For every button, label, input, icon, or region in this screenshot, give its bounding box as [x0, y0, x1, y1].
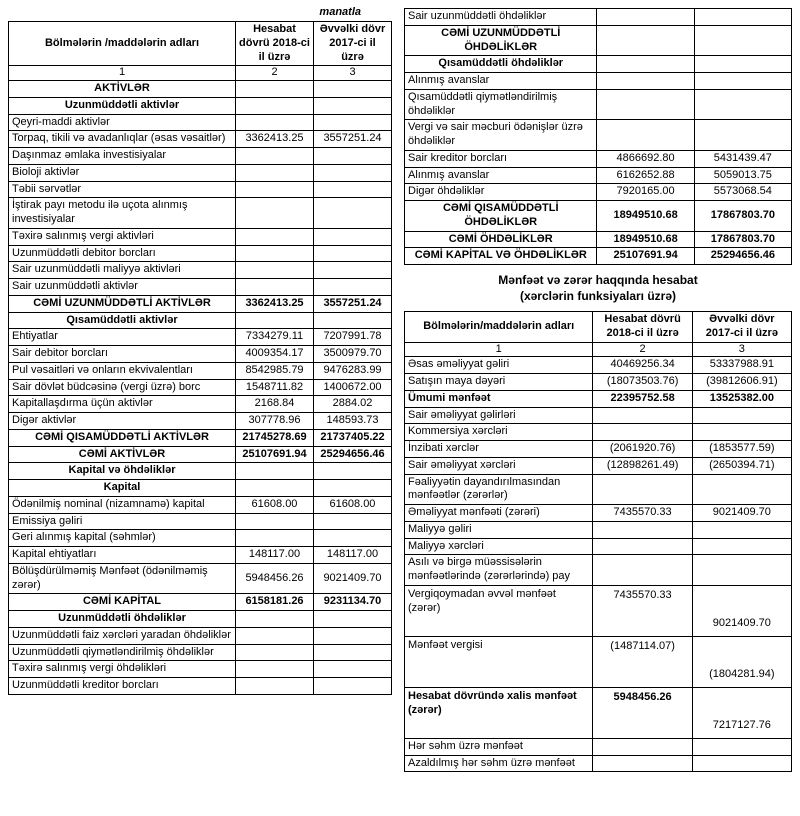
- value-2017: [314, 530, 392, 547]
- value-2018: [593, 407, 692, 424]
- income-statement-title-line1: Mənfəət və zərər haqqında hesabat: [498, 273, 698, 287]
- value-2018: 5948456.26: [593, 687, 692, 738]
- value-2018: 3362413.25: [236, 131, 314, 148]
- table-row: [405, 89, 792, 120]
- income-statement-title: [404, 273, 792, 304]
- row-label: Alınmış avanslar: [405, 167, 597, 184]
- table-row: [405, 738, 792, 755]
- table-row: [9, 97, 392, 114]
- balance-sheet-table-right: [404, 8, 792, 265]
- income-statement-table: [404, 311, 792, 772]
- row-label: Uzunmüddətli kreditor borcları: [9, 678, 236, 695]
- value-2017: [692, 474, 791, 505]
- value-2018: 18949510.68: [597, 231, 694, 248]
- value-2017: 5573068.54: [694, 184, 791, 201]
- value-2017: [694, 56, 791, 73]
- row-label: Sair uzunmüddətli maliyyə aktivləri: [9, 262, 236, 279]
- row-label: Emissiya gəliri: [9, 513, 236, 530]
- value-2018: 7334279.11: [236, 329, 314, 346]
- value-2017: [694, 25, 791, 56]
- income-statement-rows: [405, 357, 792, 772]
- value-2018: 7435570.33: [593, 505, 692, 522]
- table-row: [9, 661, 392, 678]
- value-2017: [694, 73, 791, 90]
- header-row: [405, 312, 792, 343]
- table-row: [9, 329, 392, 346]
- table-row: [9, 547, 392, 564]
- value-2017: 17867803.70: [694, 231, 791, 248]
- balance-sheet-table-left: [8, 21, 392, 695]
- value-2017: 2884.02: [314, 396, 392, 413]
- value-2018: [236, 164, 314, 181]
- value-2018: 7920165.00: [597, 184, 694, 201]
- row-label: Kommersiya xərcləri: [405, 424, 593, 441]
- value-2018: [236, 463, 314, 480]
- value-2018: (2061920.76): [593, 441, 692, 458]
- value-2018: [236, 181, 314, 198]
- row-label: Hesabat dövründə xalis mənfəət (zərər): [405, 687, 593, 738]
- value-2018: [236, 627, 314, 644]
- row-label: İnzibati xərclər: [405, 441, 593, 458]
- row-label: Uzunmüddətli faiz xərcləri yaradan öhdəliklər: [9, 627, 236, 644]
- table-row: [405, 407, 792, 424]
- row-label: Qısamüddətli qiymətləndirilmiş öhdəliklər: [405, 89, 597, 120]
- table-row: [9, 496, 392, 513]
- table-row: [405, 357, 792, 374]
- value-2018: 3362413.25: [236, 295, 314, 312]
- value-2017: 25294656.46: [314, 446, 392, 463]
- value-2018: 25107691.94: [236, 446, 314, 463]
- value-2017: [694, 89, 791, 120]
- value-2018: 61608.00: [236, 496, 314, 513]
- row-label: Pul vəsaitləri və onların ekvivalentları: [9, 362, 236, 379]
- table-row: [9, 429, 392, 446]
- value-2017: [692, 555, 791, 586]
- table-row: [9, 362, 392, 379]
- value-2018: [593, 538, 692, 555]
- row-label: Daşınmaz əmlaka investisiyalar: [9, 148, 236, 165]
- table-row: [9, 678, 392, 695]
- value-2017: [314, 312, 392, 329]
- value-2018: [236, 198, 314, 229]
- table-row: [405, 150, 792, 167]
- row-label: Bioloji aktivlər: [9, 164, 236, 181]
- row-label: Kapital ehtiyatları: [9, 547, 236, 564]
- table-row: [405, 390, 792, 407]
- table-row: [405, 636, 792, 687]
- value-2017: [314, 198, 392, 229]
- value-2017: [314, 627, 392, 644]
- table-row: [405, 201, 792, 232]
- row-label: CƏMİ AKTİVLƏR: [9, 446, 236, 463]
- row-label: Sair kreditor borcları: [405, 150, 597, 167]
- row-label: Vergi və sair məcburi ödənişlər üzrə öhdəliklər: [405, 120, 597, 151]
- income-statement-header: [405, 312, 792, 357]
- value-2017: 9476283.99: [314, 362, 392, 379]
- value-2017: 5431439.47: [694, 150, 791, 167]
- table-row: [9, 446, 392, 463]
- value-2018: 4009354.17: [236, 346, 314, 363]
- column-header-2018: Hesabat dövrü 2018-ci il üzrə: [593, 312, 692, 343]
- value-2017: [692, 407, 791, 424]
- row-label: Kapital və öhdəliklər: [9, 463, 236, 480]
- row-label: Maliyyə gəliri: [405, 521, 593, 538]
- value-2017: [314, 661, 392, 678]
- table-row: [9, 279, 392, 296]
- value-2018: [236, 262, 314, 279]
- value-2017: 3557251.24: [314, 295, 392, 312]
- value-2017: 21737405.22: [314, 429, 392, 446]
- balance-sheet-header: [9, 22, 392, 81]
- value-2017: [314, 644, 392, 661]
- value-2018: [593, 521, 692, 538]
- value-2017: 9021409.70: [314, 563, 392, 594]
- value-2017: [314, 463, 392, 480]
- table-row: [9, 379, 392, 396]
- table-row: [405, 374, 792, 391]
- table-row: [9, 81, 392, 98]
- value-2017: 3557251.24: [314, 131, 392, 148]
- table-row: [405, 120, 792, 151]
- value-2017: [314, 181, 392, 198]
- column-header-2017: Əvvəlki dövr 2017-ci il üzrə: [314, 22, 392, 66]
- row-label: CƏMİ QISAMÜDDƏTLİ ÖHDƏLİKLƏR: [405, 201, 597, 232]
- value-2017: [692, 738, 791, 755]
- table-row: [405, 9, 792, 26]
- value-2017: (39812606.91): [692, 374, 791, 391]
- row-label: Bölüşdürülməmiş Mənfəət (ödənilməmiş zərər): [9, 563, 236, 594]
- value-2018: 148117.00: [236, 547, 314, 564]
- column-number-2: 2: [593, 342, 692, 357]
- value-2017: [314, 279, 392, 296]
- header-row: [9, 22, 392, 66]
- table-row: [9, 594, 392, 611]
- row-label: Əsas əməliyyat gəliri: [405, 357, 593, 374]
- table-row: [9, 644, 392, 661]
- table-row: [9, 312, 392, 329]
- row-label: Təxirə salınmış vergi aktivləri: [9, 228, 236, 245]
- value-2018: [597, 9, 694, 26]
- table-row: [9, 114, 392, 131]
- column-numbers-row: [405, 342, 792, 357]
- table-row: [405, 184, 792, 201]
- value-2018: 4866692.80: [597, 150, 694, 167]
- balance-sheet-left-column: [8, 4, 391, 772]
- row-label: Kapital: [9, 480, 236, 497]
- value-2017: (1853577.59): [692, 441, 791, 458]
- value-2017: [314, 114, 392, 131]
- table-row: [405, 424, 792, 441]
- value-2017: [314, 164, 392, 181]
- income-statement-title-line2: (xərclərin funksiyaları üzrə): [519, 288, 677, 303]
- table-row: [405, 73, 792, 90]
- value-2017: 7207991.78: [314, 329, 392, 346]
- value-2017: 5059013.75: [694, 167, 791, 184]
- value-2017: [694, 120, 791, 151]
- column-number-3: 3: [314, 66, 392, 81]
- value-2017: [314, 228, 392, 245]
- value-2018: [597, 89, 694, 120]
- value-2018: [236, 530, 314, 547]
- value-2018: [236, 678, 314, 695]
- table-row: [9, 346, 392, 363]
- table-row: [405, 585, 792, 636]
- table-row: [9, 463, 392, 480]
- table-row: [405, 521, 792, 538]
- value-2018: [236, 480, 314, 497]
- table-row: [405, 231, 792, 248]
- table-row: [9, 480, 392, 497]
- value-2018: 2168.84: [236, 396, 314, 413]
- value-2018: [236, 81, 314, 98]
- row-label: Sair uzunmüddətli öhdəliklər: [405, 9, 597, 26]
- balance-sheet-right-rows: [405, 9, 792, 265]
- value-2017: 1400672.00: [314, 379, 392, 396]
- row-label: Uzunmüddətli aktivlər: [9, 97, 236, 114]
- table-row: [9, 148, 392, 165]
- table-row: [405, 457, 792, 474]
- value-2018: [236, 245, 314, 262]
- row-label: Sair dövlət büdcəsinə (vergi üzrə) borc: [9, 379, 236, 396]
- value-2018: (12898261.49): [593, 457, 692, 474]
- row-label: CƏMİ UZUNMÜDDƏTLİ ÖHDƏLİKLƏR: [405, 25, 597, 56]
- value-2017: [314, 97, 392, 114]
- column-header-2018: Hesabat dövrü 2018-ci il üzrə: [236, 22, 314, 66]
- row-label: Maliyyə xərcləri: [405, 538, 593, 555]
- table-row: [9, 181, 392, 198]
- value-2018: [593, 424, 692, 441]
- row-label: Alınmış avanslar: [405, 73, 597, 90]
- row-label: Sair əməliyyat xərcləri: [405, 457, 593, 474]
- row-label: Sair uzunmüddətli aktivlər: [9, 279, 236, 296]
- value-2018: [236, 228, 314, 245]
- value-2017: [692, 424, 791, 441]
- row-label: Qısamüddətli öhdəliklər: [405, 56, 597, 73]
- value-2017: [314, 262, 392, 279]
- value-2018: 6158181.26: [236, 594, 314, 611]
- value-2018: [236, 148, 314, 165]
- value-2017: (1804281.94): [692, 636, 791, 687]
- value-2018: (1487114.07): [593, 636, 692, 687]
- value-2018: 6162652.88: [597, 167, 694, 184]
- value-2017: 25294656.46: [694, 248, 791, 265]
- column-number-1: 1: [405, 342, 593, 357]
- value-2017: [692, 538, 791, 555]
- row-label: Qeyri-maddi aktivlər: [9, 114, 236, 131]
- column-numbers-row: [9, 66, 392, 81]
- value-2018: 40469256.34: [593, 357, 692, 374]
- table-row: [9, 131, 392, 148]
- table-row: [9, 245, 392, 262]
- value-2018: 21745278.69: [236, 429, 314, 446]
- value-2018: [597, 73, 694, 90]
- value-2017: [314, 513, 392, 530]
- value-2018: [236, 661, 314, 678]
- value-2018: [236, 611, 314, 628]
- row-label: Fəaliyyətin dayandırılmasından mənfəətlər (zərərlər): [405, 474, 593, 505]
- row-label: Uzunmüddətli öhdəliklər: [9, 611, 236, 628]
- row-label: Digər öhdəliklər: [405, 184, 597, 201]
- table-row: [9, 396, 392, 413]
- table-row: [9, 530, 392, 547]
- row-label: Torpaq, tikili və avadanlıqlar (əsas vəsaitlər): [9, 131, 236, 148]
- table-row: [9, 413, 392, 430]
- value-2017: [692, 521, 791, 538]
- row-label: Ödənilmiş nominal (nizamnamə) kapital: [9, 496, 236, 513]
- value-2017: [314, 148, 392, 165]
- row-label: Mənfəət vergisi: [405, 636, 593, 687]
- row-label: Uzunmüddətli qiymətləndirilmiş öhdəliklər: [9, 644, 236, 661]
- value-2017: 9231134.70: [314, 594, 392, 611]
- value-2017: [694, 9, 791, 26]
- value-2018: [597, 25, 694, 56]
- row-label: CƏMİ ÖHDƏLİKLƏR: [405, 231, 597, 248]
- value-2018: 18949510.68: [597, 201, 694, 232]
- value-2018: [236, 513, 314, 530]
- balance-sheet-left-rows: [9, 81, 392, 695]
- column-header-sections: Bölmələrin /maddələrin adları: [9, 22, 236, 66]
- table-row: [405, 248, 792, 265]
- table-row: [9, 198, 392, 229]
- row-label: Təxirə salınmış vergi öhdəlikləri: [9, 661, 236, 678]
- value-2017: [692, 755, 791, 772]
- value-2017: 9021409.70: [692, 585, 791, 636]
- row-label: Əməliyyat mənfəəti (zərəri): [405, 505, 593, 522]
- currency-note: manatla: [319, 6, 361, 18]
- value-2017: 148593.73: [314, 413, 392, 430]
- value-2018: [597, 120, 694, 151]
- value-2018: [236, 312, 314, 329]
- row-label: Ümumi mənfəət: [405, 390, 593, 407]
- table-row: [405, 538, 792, 555]
- row-label: CƏMİ KAPİTAL VƏ ÖHDƏLİKLƏR: [405, 248, 597, 265]
- row-label: Asılı və birgə müəssisələrin mənfəətlərində (zərərlərində) pay: [405, 555, 593, 586]
- table-row: [405, 56, 792, 73]
- value-2017: 3500979.70: [314, 346, 392, 363]
- right-column: [404, 4, 792, 772]
- table-row: [405, 474, 792, 505]
- table-row: [9, 611, 392, 628]
- row-label: Təbii sərvətlər: [9, 181, 236, 198]
- row-label: Sair əməliyyat gəlirləri: [405, 407, 593, 424]
- value-2017: 148117.00: [314, 547, 392, 564]
- row-label: Uzunmüddətli debitor borcları: [9, 245, 236, 262]
- value-2018: [593, 755, 692, 772]
- table-row: [405, 441, 792, 458]
- table-row: [405, 25, 792, 56]
- table-row: [405, 687, 792, 738]
- row-label: AKTİVLƏR: [9, 81, 236, 98]
- value-2018: 1548711.82: [236, 379, 314, 396]
- table-row: [9, 563, 392, 594]
- value-2017: [314, 480, 392, 497]
- value-2017: 7217127.76: [692, 687, 791, 738]
- row-label: Ehtiyatlar: [9, 329, 236, 346]
- value-2017: 13525382.00: [692, 390, 791, 407]
- value-2018: [236, 279, 314, 296]
- value-2018: [593, 474, 692, 505]
- table-row: [405, 505, 792, 522]
- column-header-2017: Əvvəlki dövr 2017-ci il üzrə: [692, 312, 791, 343]
- value-2017: [314, 81, 392, 98]
- table-row: [9, 228, 392, 245]
- value-2018: 25107691.94: [597, 248, 694, 265]
- row-label: Geri alınmış kapital (səhmlər): [9, 530, 236, 547]
- value-2017: 53337988.91: [692, 357, 791, 374]
- table-row: [9, 262, 392, 279]
- table-row: [405, 555, 792, 586]
- row-label: Vergiqoymadan əvvəl mənfəət (zərər): [405, 585, 593, 636]
- value-2017: 9021409.70: [692, 505, 791, 522]
- value-2018: [593, 555, 692, 586]
- row-label: Satışın maya dəyəri: [405, 374, 593, 391]
- column-number-3: 3: [692, 342, 791, 357]
- table-row: [405, 755, 792, 772]
- value-2018: 5948456.26: [236, 563, 314, 594]
- table-row: [9, 627, 392, 644]
- row-label: CƏMİ KAPİTAL: [9, 594, 236, 611]
- value-2017: [314, 611, 392, 628]
- row-label: Sair debitor borcları: [9, 346, 236, 363]
- value-2017: [314, 678, 392, 695]
- table-row: [405, 167, 792, 184]
- value-2018: (18073503.76): [593, 374, 692, 391]
- value-2017: 61608.00: [314, 496, 392, 513]
- row-label: Hər səhm üzrə mənfəət: [405, 738, 593, 755]
- value-2018: [597, 56, 694, 73]
- value-2018: 22395752.58: [593, 390, 692, 407]
- value-2018: 8542985.79: [236, 362, 314, 379]
- value-2018: [236, 114, 314, 131]
- table-row: [9, 295, 392, 312]
- row-label: CƏMİ QISAMÜDDƏTLİ AKTİVLƏR: [9, 429, 236, 446]
- table-row: [9, 513, 392, 530]
- row-label: Azaldılmış hər səhm üzrə mənfəət: [405, 755, 593, 772]
- value-2018: [593, 738, 692, 755]
- row-label: Kapitallaşdırma üçün aktivlər: [9, 396, 236, 413]
- row-label: CƏMİ UZUNMÜDDƏTLİ AKTİVLƏR: [9, 295, 236, 312]
- column-number-2: 2: [236, 66, 314, 81]
- value-2017: 17867803.70: [694, 201, 791, 232]
- row-label: Qısamüddətli aktivlər: [9, 312, 236, 329]
- column-header-sections: Bölmələrin/maddələrin adları: [405, 312, 593, 343]
- value-2018: 307778.96: [236, 413, 314, 430]
- value-2017: [314, 245, 392, 262]
- row-label: Digər aktivlər: [9, 413, 236, 430]
- table-row: [9, 164, 392, 181]
- value-2018: [236, 97, 314, 114]
- column-number-1: 1: [9, 66, 236, 81]
- row-label: İştirak payı metodu ilə uçota alınmış investisiyalar: [9, 198, 236, 229]
- value-2017: (2650394.71): [692, 457, 791, 474]
- value-2018: [236, 644, 314, 661]
- value-2018: 7435570.33: [593, 585, 692, 636]
